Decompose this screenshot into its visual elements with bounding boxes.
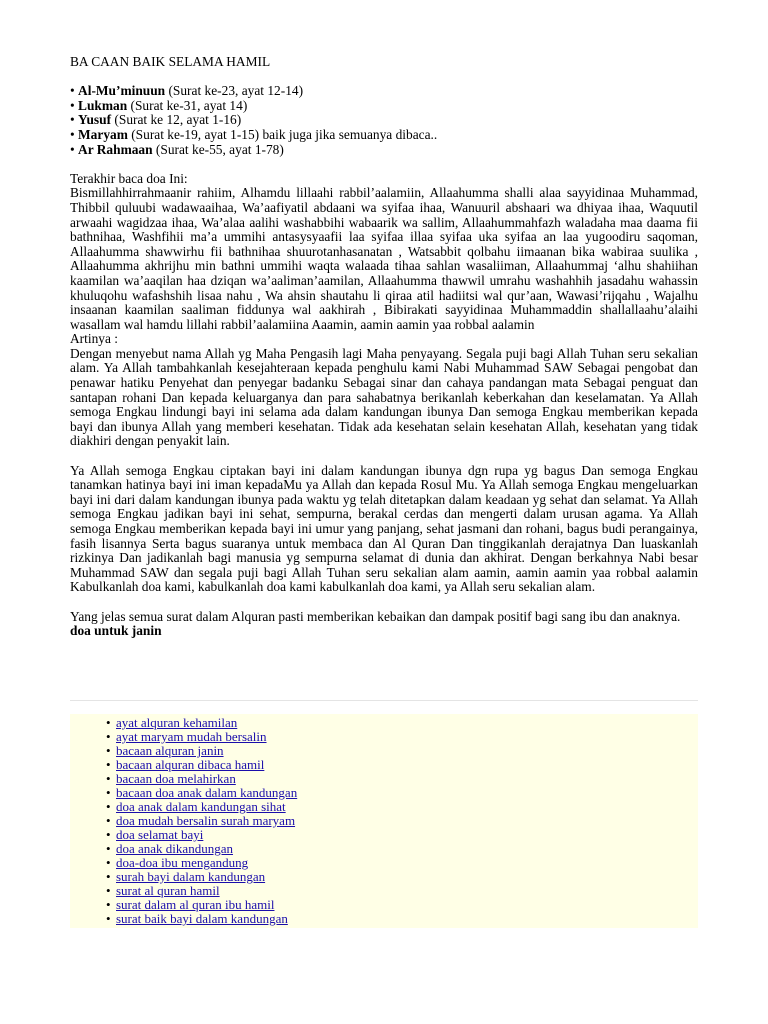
related-link[interactable]: doa-doa ibu mengandung <box>116 855 249 870</box>
bullet: • <box>106 855 111 870</box>
related-link-item <box>106 814 698 828</box>
bullet: • <box>106 799 111 814</box>
bullet: • <box>106 883 111 898</box>
bullet: • <box>106 841 111 856</box>
related-link[interactable]: doa mudah bersalin surah maryam <box>116 813 296 828</box>
bullet: • <box>106 743 111 758</box>
related-link-item <box>106 856 698 870</box>
bullet: • <box>106 715 111 730</box>
surah-detail: (Surat ke-23, ayat 12-14) <box>165 83 304 99</box>
document-body <box>70 55 698 639</box>
related-link[interactable]: ayat maryam mudah bersalin <box>116 729 267 744</box>
divider <box>70 700 698 701</box>
surah-list-item <box>70 99 698 114</box>
related-link[interactable]: doa anak dalam kandungan sihat <box>116 799 286 814</box>
bullet: • <box>70 126 79 142</box>
bullet: • <box>70 83 79 99</box>
related-link-item <box>106 870 698 884</box>
bullet: • <box>106 911 111 926</box>
paragraph-gap <box>70 595 698 610</box>
surah-detail: (Surat ke-55, ayat 1-78) <box>152 141 284 157</box>
surah-list-item <box>70 113 698 128</box>
surah-list-item <box>70 128 698 143</box>
related-heading: doa untuk janin <box>70 623 162 639</box>
bullet: • <box>70 112 79 128</box>
meaning-paragraph-2: Ya Allah semoga Engkau ciptakan bayi ini dalam kandungan ibunya dgn rupa yg bagus Dan semoga Engkau tanamkan hatinya bayi ini iman kepadaMu ya Allah dan kepada Rosul Mu. Ya Allah semoga Engkau mengeluarkan bayi ini dari dalam kandungan ibunya pada waktu yg telah ditetapkan dalam keadaan yg sehat dan selamat. Ya Allah semoga Engkau jadikan bayi ini sehat, sempurna, berakal cerdas dan mengerti dalam urusan agama. Ya Allah semoga Engkau memberikan kepada bayi ini umur yang panjang, sehat jasmani dan rohani, bagus budi perangainya, fasih lisannya Serta bagus suaranya untuk membaca dan Al Quran Dan tinggikanlah derajatnya Dan luaskanlah rizkinya Dan jadikanlah bagi manusia yg sempurna selamat di dunia dan akhirat. Dengan berkahnya Nabi besar Muhammad SAW dan segala puji bagi Allah Tuhan seru sekalian alam aamin, aamin aamin yaa robbal aalamin Kabulkanlah doa kami, kabulkanlah doa kami kabulkanlah doa kami, ya Allah seru sekalian alam. <box>70 462 698 595</box>
related-link-item <box>106 800 698 814</box>
related-link-item <box>106 786 698 800</box>
related-link[interactable]: ayat alquran kehamilan <box>116 715 238 730</box>
bullet: • <box>106 813 111 828</box>
bullet: • <box>70 97 79 113</box>
bullet: • <box>106 827 111 842</box>
related-link-item <box>106 716 698 730</box>
surah-detail: (Surat ke-19, ayat 1-15) baik juga jika semuanya dibaca.. <box>127 126 438 142</box>
surah-list <box>70 84 698 157</box>
related-link[interactable]: doa selamat bayi <box>116 827 204 842</box>
related-link[interactable]: surat al quran hamil <box>116 883 220 898</box>
related-link-item <box>106 912 698 926</box>
bullet: • <box>106 771 111 786</box>
bullet: • <box>106 729 111 744</box>
related-link[interactable]: surat baik bayi dalam kandungan <box>116 911 288 926</box>
surah-name: Yusuf <box>78 112 112 128</box>
meaning-heading: Artinya : <box>70 331 118 347</box>
related-link[interactable]: doa anak dikandungan <box>116 841 233 856</box>
bullet: • <box>106 869 111 884</box>
prayer-heading: Terakhir baca doa Ini: <box>70 170 188 186</box>
meaning-paragraph-1: Dengan menyebut nama Allah yg Maha Pengasih lagi Maha penyayang. Segala puji bagi Allah Tuhan seru sekalian alam. Ya Allah tambahkanlah kesejahteraan kepada penghulu kami Nabi Muhammad SAW Sebagai pengobat dan penawar hatiku Penyehat dan penyegar badanku Sebagai sinar dan cahaya pandangan mata Sebagai penguat dan santapan rohani Dan kepada keluarganya dan para sahabatnya berikanlah keberkahan dan keselamatan. Ya Allah semoga Engkau lindungi bayi ini selama ada dalam kandungan ibunya Dan semoga Engkau memberikan kepada bayi dan ibunya Allah yang memberi kesehatan. Tidak ada kesehatan selain kesehatan Allah, kesehatan yang tidak diakhiri dengan penyakit lain. <box>70 345 698 449</box>
bullet: • <box>106 757 111 772</box>
related-link[interactable]: bacaan doa melahirkan <box>116 771 236 786</box>
related-link[interactable]: surat dalam al quran ibu hamil <box>116 897 275 912</box>
closing-paragraph: Yang jelas semua surat dalam Alquran pasti memberikan kebaikan dan dampak positif bagi sang ibu dan anaknya. <box>70 608 681 624</box>
related-link-item <box>106 884 698 898</box>
related-links-list <box>106 716 698 926</box>
paragraph-gap <box>70 449 698 464</box>
bullet: • <box>106 785 111 800</box>
related-link-item <box>106 730 698 744</box>
surah-name: Maryam <box>78 126 128 142</box>
related-link-item <box>106 744 698 758</box>
related-link-item <box>106 758 698 772</box>
related-links-box <box>70 714 698 928</box>
related-link[interactable]: bacaan doa anak dalam kandungan <box>116 785 298 800</box>
surah-name: Al-Mu’minuun <box>78 83 166 99</box>
related-link-item <box>106 842 698 856</box>
bullet: • <box>106 897 111 912</box>
page-title: BA CAAN BAIK SELAMA HAMIL <box>70 54 271 69</box>
related-link-item <box>106 898 698 912</box>
related-link-item <box>106 828 698 842</box>
surah-detail: (Surat ke-31, ayat 14) <box>127 97 248 113</box>
prayer-text: Bismillahhirrahmaanir rahiim, Alhamdu lillaahi rabbil’aalamiin, Allaahumma shalli alaa sayyidinaa Muhammad, Thibbil quluubi wadawaaihaa, Wa’aafiyatil abdaani wa syifaa ihaa, Wanuuril abshaari wa dhiyaa ihaa, Waquutil arwaahi wagidzaa ihaa, Wa’alaa aalihi washabbihi wabaarik wa sallim, Allaahummahfazh waladaha maa daama fii bathnihaa, Washfihii ma’a ummihi antasysyaafii laa syifaa illaa syifaa uka syifaa an laa yugoodiru saqoman, Allaahumma shawwirhu fii bathnihaa shuurotanhasanatan , Watsabbit qolbahu iimaanan bika wabiraa suulika , Allaahumma akhrijhu min bathni ummihi waqta walaada tihaa sahlan wasaliiman, Allaahummaj ‘alhu shahiihan kaamilan wa’aaqilan haa dziqan wa’aaliman’aamilan, Allaahumma thawwil umrahu washahhih jasadahu wahassin khuluqohu wafashshih lisaa nahu , Wa ahsin shautahu li qiraa atil hadiitsi wal qur’aan, Wawasi’rijqahu , Wajalhu insaanan kaamilan saaliman fiddunya wal aakhirah , Bibirakati sayyidinaa Muhammaddin shallallaahu’alaihi wasallam wal hamdu lillahi rabbil’aalamiina Aaamin, aamin aamin yaa robbal aalamin <box>70 185 698 332</box>
bullet: • <box>70 141 79 157</box>
related-link[interactable]: bacaan alquran dibaca hamil <box>116 757 265 772</box>
surah-detail: (Surat ke 12, ayat 1-16) <box>111 112 242 128</box>
related-link-item <box>106 772 698 786</box>
related-link[interactable]: surah bayi dalam kandungan <box>116 869 266 884</box>
related-link[interactable]: bacaan alquran janin <box>116 743 224 758</box>
surah-name: Lukman <box>78 97 128 113</box>
surah-name: Ar Rahmaan <box>78 141 153 157</box>
surah-list-item <box>70 84 698 99</box>
surah-list-item <box>70 143 698 158</box>
